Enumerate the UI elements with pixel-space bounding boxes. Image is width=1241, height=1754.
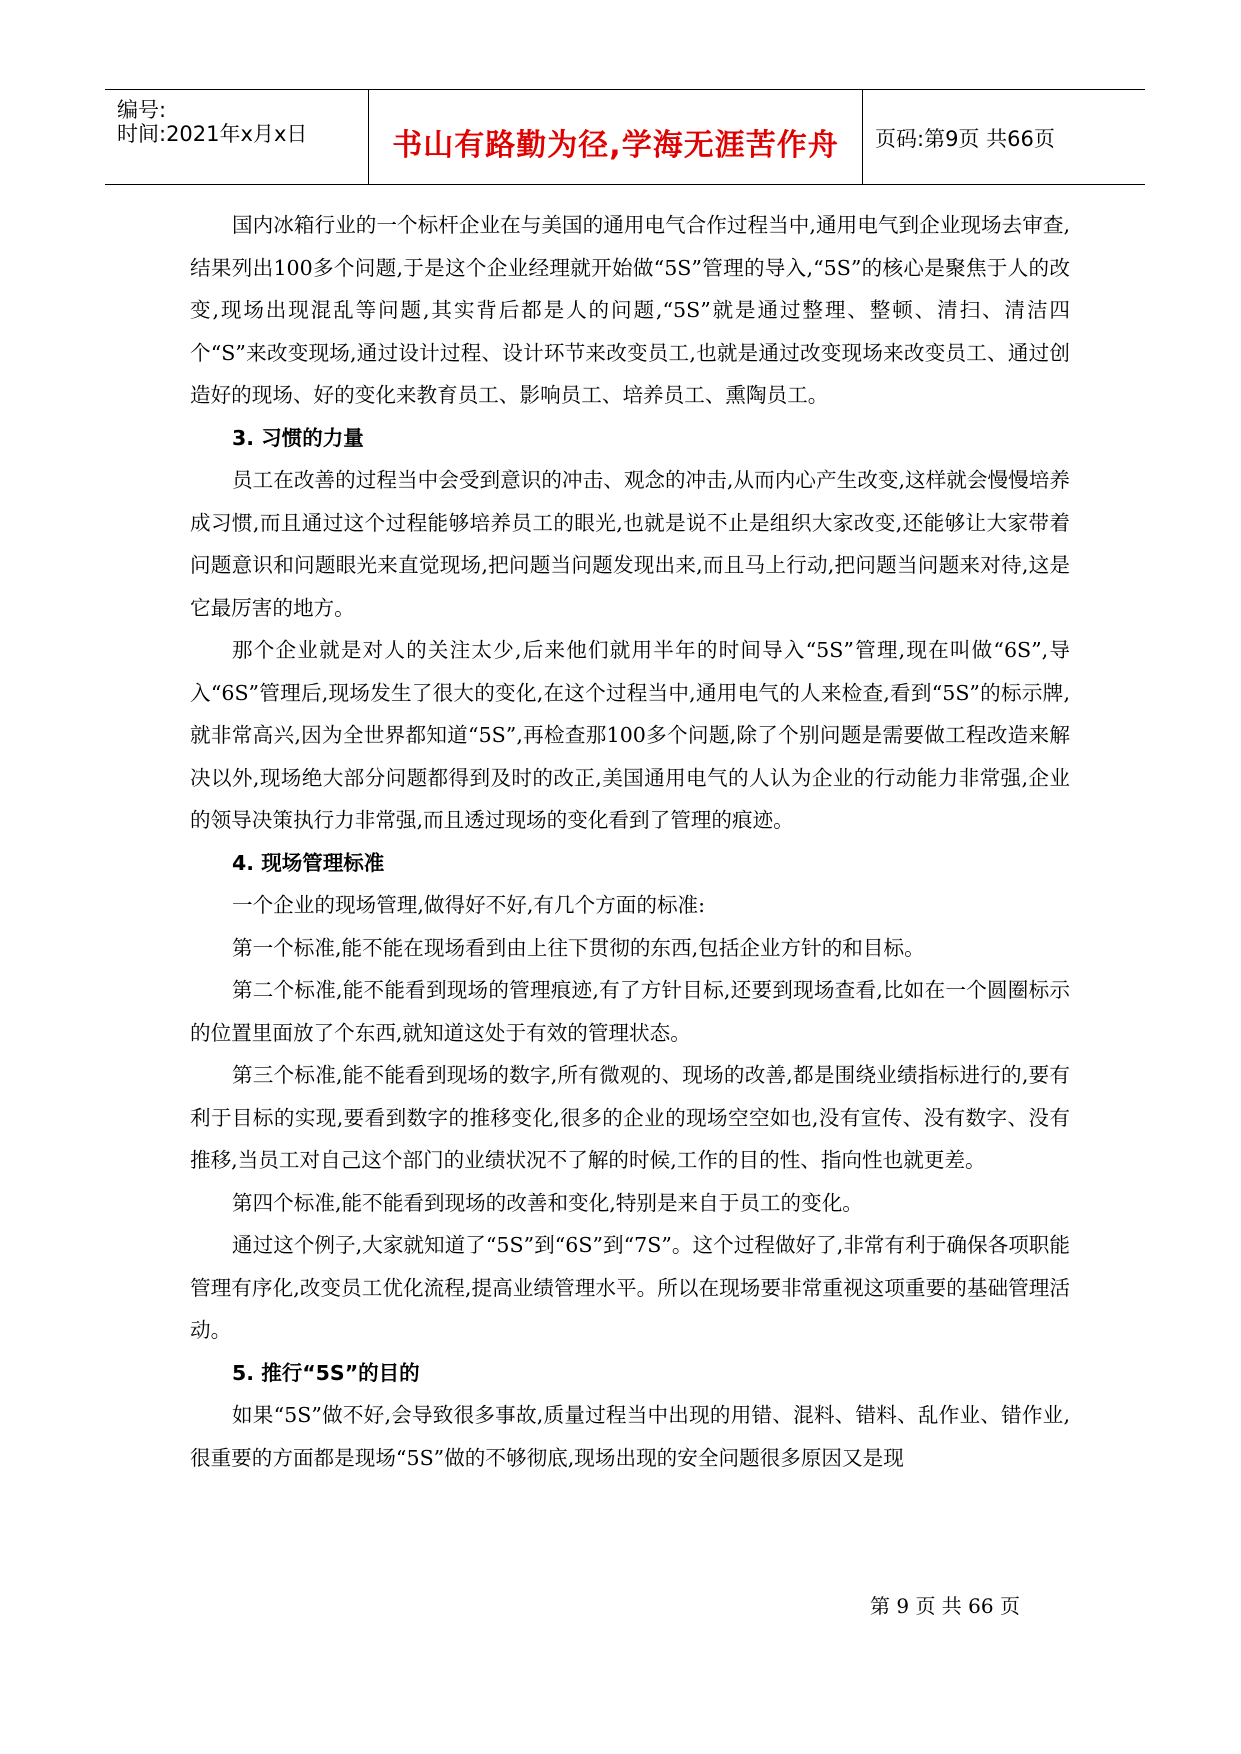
paragraph: 第二个标准,能不能看到现场的管理痕迹,有了方针目标,还要到现场查看,比如在一个圆圈标示的位置里面放了个东西,就知道这处于有效的管理状态。: [190, 978, 1070, 1045]
paragraph: 第一个标准,能不能在现场看到由上往下贯彻的东西,包括企业方针的和目标。: [232, 935, 925, 960]
paragraph: 国内冰箱行业的一个标杆企业在与美国的通用电气合作过程当中,通用电气到企业现场去审查,结果列出100多个问题,于是这个企业经理就开始做“5S”管理的导入,“5S”的核心是聚焦于人的改变,现场出现混乱等问题,其实背后都是人的问题,“5S”就是通过整理、整顿、清扫、清洁四个“S”来改变现场,通过设计过程、设计环节来改变员工,也就是通过改变现场来改变员工、通过创造好的现场、好的变化来教育员工、影响员工、培养员工、熏陶员工。: [190, 213, 1070, 407]
header-page-label: 页码:第9页 共66页: [875, 127, 1055, 151]
paragraph: 第四个标准,能不能看到现场的改善和变化,特别是来自于员工的变化。: [232, 1190, 863, 1215]
section-heading: 5. 推行“5S”的目的: [232, 1360, 420, 1385]
paragraph: 员工在改善的过程当中会受到意识的冲击、观念的冲击,从而内心产生改变,这样就会慢慢培养成习惯,而且通过这个过程能够培养员工的眼光,也就是说不止是组织大家改变,还能够让大家带着问题意识和问题眼光来直觉现场,把问题当问题发现出来,而且马上行动,把问题当问题来对待,这是它最厉害的地方。: [190, 468, 1070, 620]
doc-number-label: 编号:: [117, 98, 167, 122]
time-label: 时间:2021年x月x日: [117, 122, 308, 146]
paragraph: 一个企业的现场管理,做得好不好,有几个方面的标准:: [232, 893, 706, 917]
document-body: [190, 204, 1070, 1479]
page-header: [105, 89, 1145, 185]
paragraph: 那个企业就是对人的关注太少,后来他们就用半年的时间导入“5S”管理,现在叫做“6S”,导入“6S”管理后,现场发生了很大的变化,在这个过程当中,通用电气的人来检查,看到“5S”的标示牌,就非常高兴,因为全世界都知道“5S”,再检查那100多个问题,除了个别问题是需要做工程改造来解决以外,现场绝大部分问题都得到及时的改正,美国通用电气的人认为企业的行动能力非常强,企业的领导决策执行力非常强,而且透过现场的变化看到了管理的痕迹。: [190, 638, 1070, 832]
section-heading: 4. 现场管理标准: [232, 850, 385, 875]
paragraph: 如果“5S”做不好,会导致很多事故,质量过程当中出现的用错、混料、错料、乱作业、错作业,很重要的方面都是现场“5S”做的不够彻底,现场出现的安全问题很多原因又是现: [190, 1403, 1070, 1470]
paragraph: 第三个标准,能不能看到现场的数字,所有微观的、现场的改善,都是围绕业绩指标进行的,要有利于目标的实现,要看到数字的推移变化,很多的企业的现场空空如也,没有宣传、没有数字、没有推移,当员工对自己这个部门的业绩状况不了解的时候,工作的目的性、指向性也就更差。: [190, 1063, 1070, 1172]
header-page-cell: [863, 90, 1145, 184]
paragraph: 通过这个例子,大家就知道了“5S”到“6S”到“7S”。这个过程做好了,非常有利于确保各项职能管理有序化,改变员工优化流程,提高业绩管理水平。所以在现场要非常重视这项重要的基础管理活动。: [190, 1233, 1070, 1342]
section-heading: 3. 习惯的力量: [232, 425, 364, 450]
page-footer: 第 9 页 共 66 页: [870, 1594, 1020, 1618]
motto-text: 书山有路勤为径,学海无涯苦作舟: [392, 128, 839, 163]
header-motto-cell: [369, 90, 863, 184]
header-info-cell: [105, 90, 369, 184]
